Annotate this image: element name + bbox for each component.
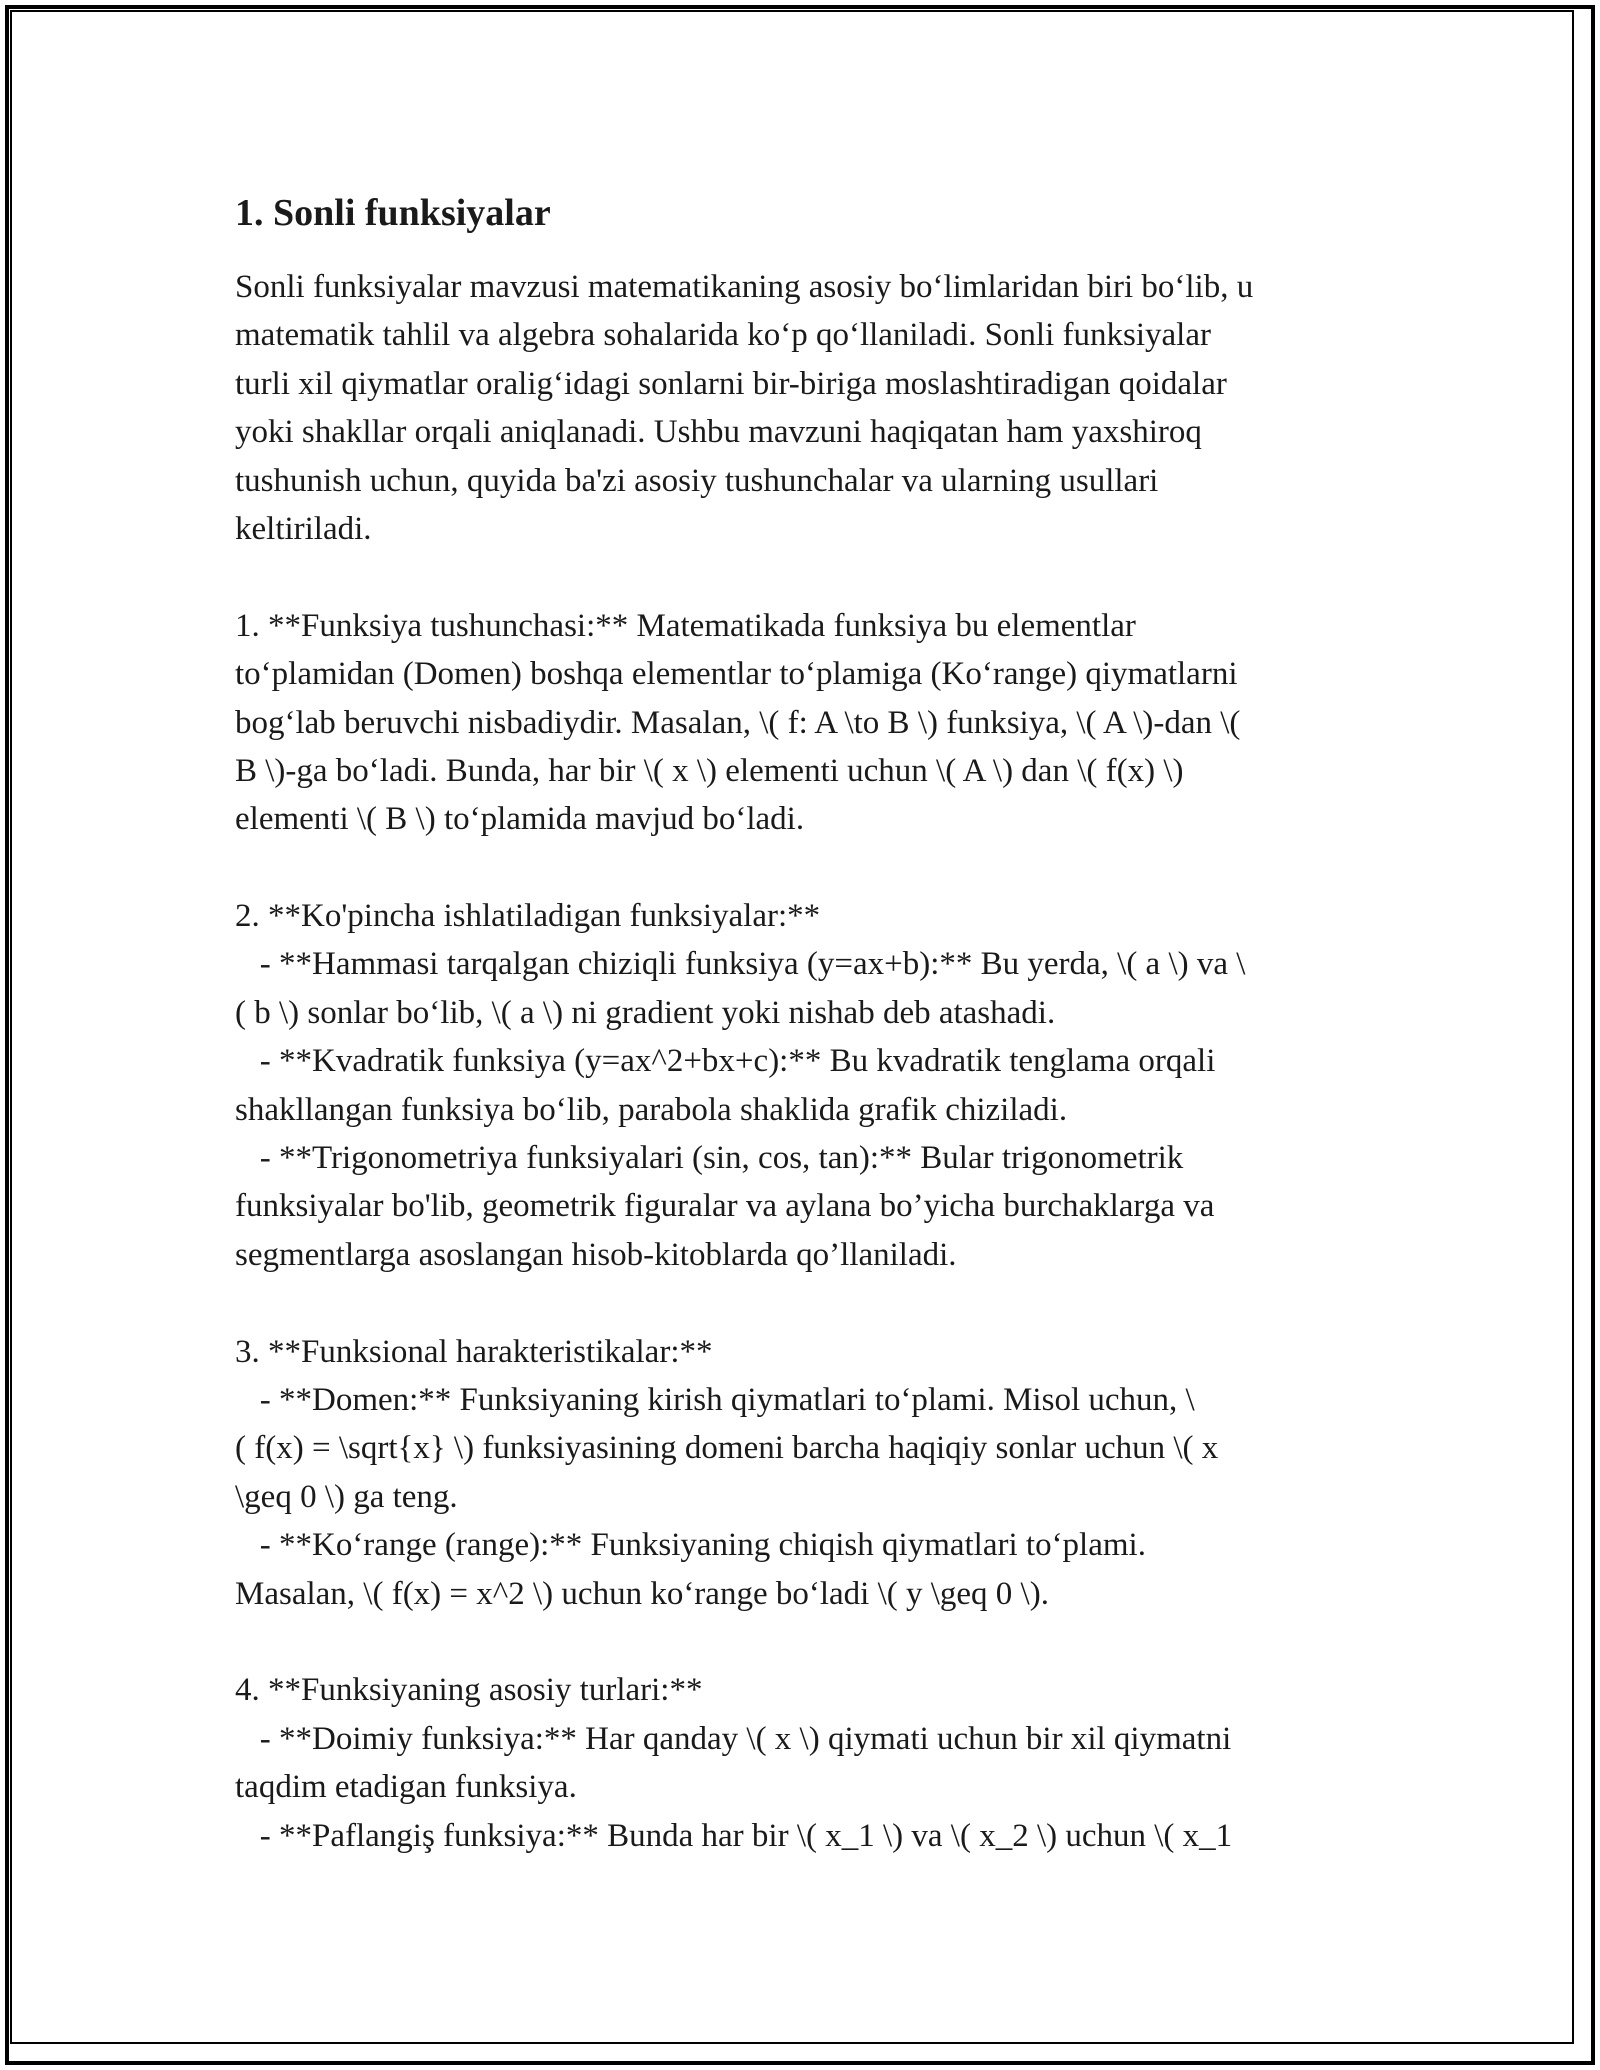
- document-text: [235, 263, 1375, 1860]
- text-line: elementi \( B \) to‘plamida mavjud bo‘ladi.: [235, 801, 805, 838]
- text-line: 3. **Funksional harakteristikalar:**: [235, 1333, 713, 1370]
- text-line: \geq 0 \) ga teng.: [235, 1478, 458, 1515]
- text-line: B \)-ga bo‘ladi. Bunda, har bir \( x \) elementi uchun \( A \) dan \( f(x) \): [235, 752, 1184, 789]
- text-line: bog‘lab beruvchi nisbadiydir. Masalan, \( f: A \to B \) funksiya, \( A \)-dan \(: [235, 704, 1241, 741]
- text-line: tushunish uchun, quyida ba'zi asosiy tushunchalar va ularning usullari: [235, 462, 1159, 499]
- text-line: - **Paflangiş funksiya:** Bunda har bir \( x_1 \) va \( x_2 \) uchun \( x_1: [235, 1817, 1233, 1854]
- blank-line: [235, 553, 1375, 601]
- text-line: Sonli funksiyalar mavzusi matematikaning asosiy bo‘limlaridan biri bo‘lib, u: [235, 269, 1254, 305]
- document-body: [235, 185, 1375, 1860]
- text-line: shakllangan funksiya bo‘lib, parabola shaklida grafik chiziladi.: [235, 1091, 1068, 1128]
- text-line: - **Doimiy funksiya:** Har qanday \( x \) qiymati uchun bir xil qiymatni: [235, 1720, 1232, 1757]
- text-line: to‘plamidan (Domen) boshqa elementlar to‘plamiga (Ko‘range) qiymatlarni: [235, 656, 1238, 693]
- text-line: segmentlarga asoslangan hisob-kitoblarda qo’llaniladi.: [235, 1236, 957, 1273]
- blank-line: [235, 844, 1375, 892]
- text-line: - **Kvadratik funksiya (y=ax^2+bx+c):** Bu kvadratik tenglama orqali: [235, 1043, 1216, 1080]
- text-line: - **Hammasi tarqalgan chiziqli funksiya (y=ax+b):** Bu yerda, \( a \) va \: [235, 946, 1246, 983]
- text-line: keltiriladi.: [235, 510, 372, 547]
- blank-line: [235, 1618, 1375, 1666]
- text-line: - **Ko‘range (range):** Funksiyaning chiqish qiymatlari to‘plami.: [235, 1527, 1146, 1564]
- blank-line: [235, 1279, 1375, 1327]
- text-line: taqdim etadigan funksiya.: [235, 1769, 577, 1806]
- text-line: funksiyalar bo'lib, geometrik figuralar va aylana bo’yicha burchaklarga va: [235, 1188, 1215, 1225]
- text-line: ( b \) sonlar bo‘lib, \( a \) ni gradient yoki nishab deb atashadi.: [235, 994, 1056, 1031]
- text-line: turli xil qiymatlar oralig‘idagi sonlarni bir-biriga moslashtiradigan qoidalar: [235, 365, 1227, 402]
- text-line: Masalan, \( f(x) = x^2 \) uchun ko‘range bo‘ladi \( y \geq 0 \).: [235, 1575, 1049, 1612]
- text-line: ( f(x) = \sqrt{x} \) funksiyasining domeni barcha haqiqiy sonlar uchun \( x: [235, 1430, 1219, 1467]
- text-line: 4. **Funksiyaning asosiy turlari:**: [235, 1672, 703, 1709]
- text-line: matematik tahlil va algebra sohalarida ko‘p qo‘llaniladi. Sonli funksiyalar: [235, 317, 1211, 354]
- text-line: 1. **Funksiya tushunchasi:** Matematikada funksiya bu elementlar: [235, 607, 1136, 644]
- section-title: 1. Sonli funksiyalar: [235, 192, 551, 234]
- text-line: 2. **Ko'pincha ishlatiladigan funksiyalar:**: [235, 898, 821, 935]
- text-line: - **Trigonometriya funksiyalari (sin, cos, tan):** Bular trigonometrik: [235, 1140, 1184, 1177]
- text-line: - **Domen:** Funksiyaning kirish qiymatlari to‘plami. Misol uchun, \: [235, 1381, 1195, 1418]
- text-line: yoki shakllar orqali aniqlanadi. Ushbu mavzuni haqiqatan ham yaxshiroq: [235, 414, 1202, 451]
